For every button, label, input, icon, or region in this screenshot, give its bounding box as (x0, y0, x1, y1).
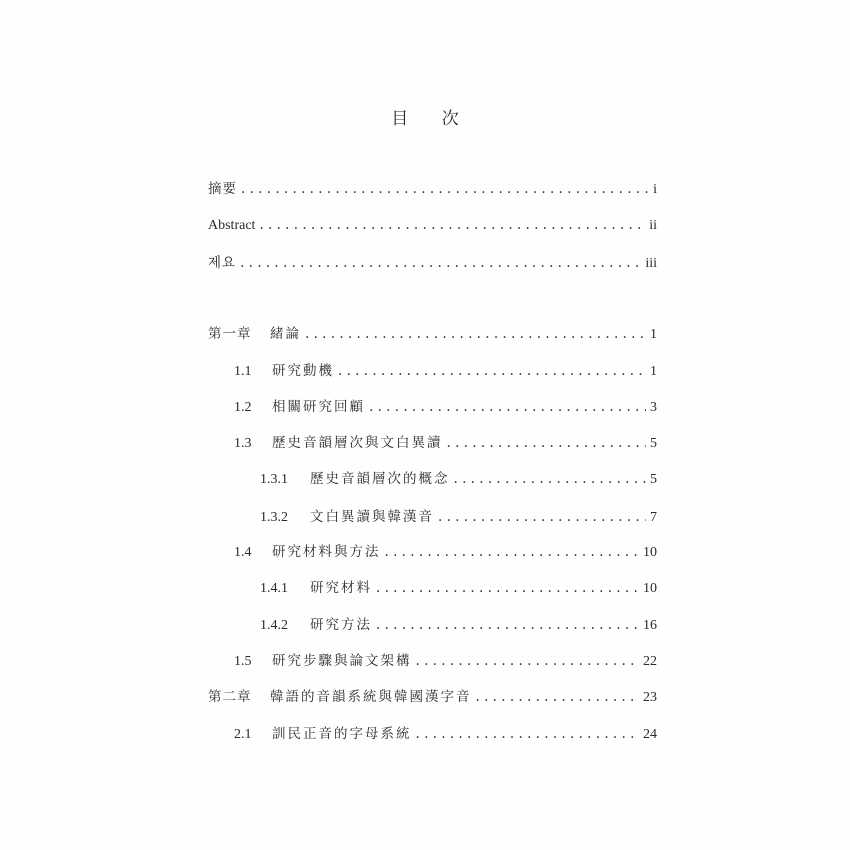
toc-page-number: i (653, 182, 657, 197)
dot-leader (338, 360, 646, 382)
toc-page-number: 24 (643, 727, 657, 742)
dot-leader (240, 252, 641, 274)
toc-entry-label: 相關研究回顧 (272, 399, 365, 415)
toc-entry-label: 研究材料與方法 (272, 544, 381, 560)
toc-page-number: 5 (650, 472, 657, 487)
toc-entry-number: 1.3.2 (260, 510, 288, 525)
toc-entry-number: 1.2 (234, 400, 252, 415)
toc-entry-1-5[interactable] (234, 650, 657, 672)
toc-page-number: 10 (643, 581, 657, 596)
toc-page-number: 22 (643, 654, 657, 669)
toc-entry-number: 2.1 (234, 727, 252, 742)
toc-entry-1-3-1[interactable] (260, 468, 657, 490)
dot-leader (376, 614, 639, 636)
toc-entry-label: 歷史音韻層次與文白異讀 (272, 435, 443, 451)
toc-entry-1-4-1[interactable] (260, 577, 657, 599)
toc-entry-number: 1.1 (234, 364, 252, 379)
toc-page-number: 16 (643, 618, 657, 633)
toc-page-number: 23 (643, 690, 657, 705)
toc-entry-label: 研究方法 (310, 617, 372, 633)
toc-entry-label: 緒論 (270, 326, 301, 342)
toc-page-number: iii (645, 256, 657, 271)
toc-entry-abstract-zh[interactable] (208, 178, 657, 200)
dot-leader (385, 541, 640, 563)
toc-entry-1-4[interactable] (234, 541, 657, 563)
dot-leader (369, 396, 646, 418)
toc-entry-abstract-en[interactable] (208, 214, 657, 236)
toc-entry-number: 1.5 (234, 654, 252, 669)
toc-entry-chapter-1[interactable] (208, 323, 657, 345)
toc-entry-label: Abstract (208, 218, 256, 233)
toc-entry-label: 研究動機 (272, 363, 334, 379)
toc-entry-number: 1.4 (234, 545, 252, 560)
toc-entry-2-1[interactable] (234, 723, 657, 745)
dot-leader (259, 214, 645, 236)
toc-entry-label: 歷史音韻層次的概念 (310, 471, 450, 487)
dot-leader (438, 506, 646, 528)
dot-leader (476, 686, 640, 708)
toc-entry-number: 1.4.2 (260, 618, 288, 633)
toc-entry-label: 研究步驟與論文架構 (272, 653, 412, 669)
toc-entry-abstract-ko[interactable] (208, 252, 657, 274)
toc-page-number: 10 (643, 545, 657, 560)
dot-leader (241, 178, 649, 200)
toc-page-number: 7 (650, 510, 657, 525)
toc-entry-number: 第一章 (208, 326, 252, 342)
toc-entry-label: 訓民正音的字母系統 (272, 726, 412, 742)
dot-leader (376, 577, 639, 599)
toc-entry-number: 1.3 (234, 436, 252, 451)
toc-entry-number: 1.4.1 (260, 581, 288, 596)
toc-page-number: 1 (650, 327, 657, 342)
toc-entry-1-1[interactable] (234, 360, 657, 382)
toc-entry-1-3-2[interactable] (260, 506, 657, 528)
dot-leader (305, 323, 646, 345)
toc-entry-number: 1.3.1 (260, 472, 288, 487)
toc-entry-chapter-2[interactable] (208, 686, 657, 708)
dot-leader (416, 723, 640, 745)
toc-entry-label: 摘要 (208, 181, 237, 197)
toc-entry-label: 제요 (208, 255, 237, 271)
toc-page-number: ii (649, 218, 657, 233)
toc-entry-label: 研究材料 (310, 580, 372, 596)
toc-entry-1-2[interactable] (234, 396, 657, 418)
dot-leader (416, 650, 640, 672)
toc-page-number: 1 (650, 364, 657, 379)
toc-entry-1-3[interactable] (234, 432, 657, 454)
toc-page-number: 5 (650, 436, 657, 451)
toc-entry-number: 第二章 (208, 689, 252, 705)
toc-entry-label: 文白異讀與韓漢音 (310, 509, 434, 525)
toc-title: 目 次 (391, 109, 473, 129)
toc-entry-1-4-2[interactable] (260, 614, 657, 636)
dot-leader (447, 432, 647, 454)
toc-page-number: 3 (650, 400, 657, 415)
dot-leader (454, 468, 647, 490)
toc-entry-label: 韓語的音韻系統與韓國漢字音 (270, 689, 472, 705)
